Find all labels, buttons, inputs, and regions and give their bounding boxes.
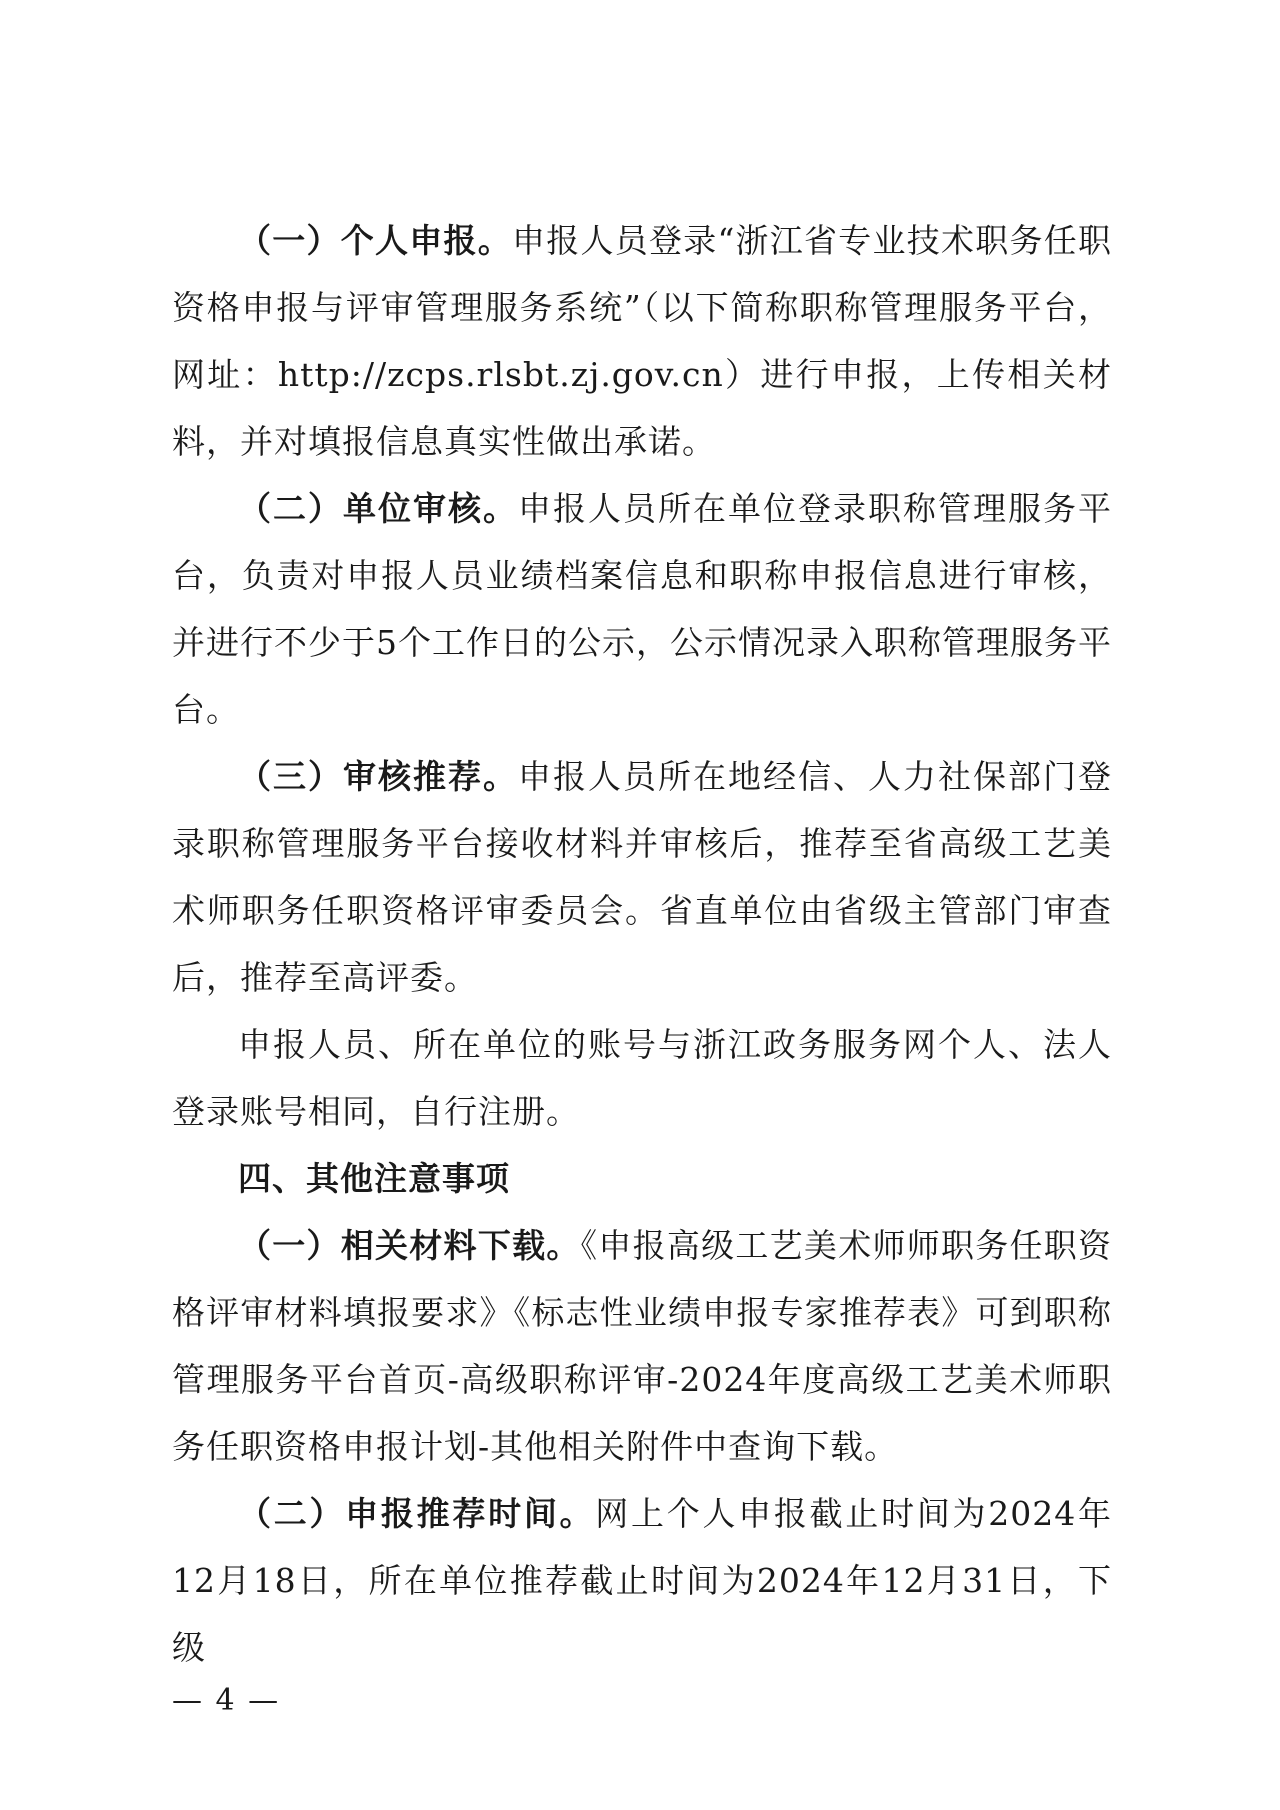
paragraph-lead: （二）申报推荐时间。 bbox=[238, 1494, 596, 1533]
section-heading: 四、其他注意事项 bbox=[238, 1159, 510, 1198]
paragraph-materials-download bbox=[172, 1212, 1112, 1480]
paragraph-lead: （三）审核推荐。 bbox=[238, 757, 518, 796]
paragraph-application-time bbox=[172, 1480, 1112, 1681]
paragraph-text: 申报人员登录“浙江省专业技术职务任职资格申报与评审管理服务系统”（以下简称职称管理服务平台，网址：http://zcps.rlsbt.zj.gov.cn）进行申报，上传相关材料，并对填报信息真实性做出承诺。 bbox=[172, 221, 1113, 461]
paragraph-text: 申报人员、所在单位的账号与浙江政务服务网个人、法人登录账号相同，自行注册。 bbox=[172, 1025, 1112, 1131]
paragraph-lead: （一）相关材料下载。 bbox=[238, 1226, 581, 1265]
document-body bbox=[172, 207, 1112, 1681]
page-number: — 4 — bbox=[172, 1683, 281, 1718]
paragraph-review-recommend bbox=[172, 743, 1112, 1011]
paragraph-lead: （一）个人申报。 bbox=[238, 221, 512, 260]
paragraph-lead: （二）单位审核。 bbox=[238, 489, 518, 528]
paragraph-text: 《申报高级工艺美术师师职务任职资格评审材料填报要求》《标志性业绩申报专家推荐表》可到职称管理服务平台首页-高级职称评审-2024年度高级工艺美术师职务任职资格申报计划-其他相关附件中查询下载。 bbox=[172, 1226, 1113, 1466]
paragraph-text: 申报人员所在单位登录职称管理服务平台，负责对申报人员业绩档案信息和职称申报信息进行审核，并进行不少于5个工作日的公示，公示情况录入职称管理服务平台。 bbox=[172, 489, 1112, 729]
paragraph-text: 申报人员所在地经信、人力社保部门登录职称管理服务平台接收材料并审核后，推荐至省高级工艺美术师职务任职资格评审委员会。省直单位由省级主管部门审查后，推荐至高评委。 bbox=[172, 757, 1112, 997]
paragraph-text: 网上个人申报截止时间为2024年12月18日，所在单位推荐截止时间为2024年12月31日，下级 bbox=[172, 1494, 1112, 1667]
paragraph-account-note bbox=[172, 1011, 1112, 1145]
paragraph-unit-review bbox=[172, 475, 1112, 743]
paragraph-personal-application bbox=[172, 207, 1112, 475]
